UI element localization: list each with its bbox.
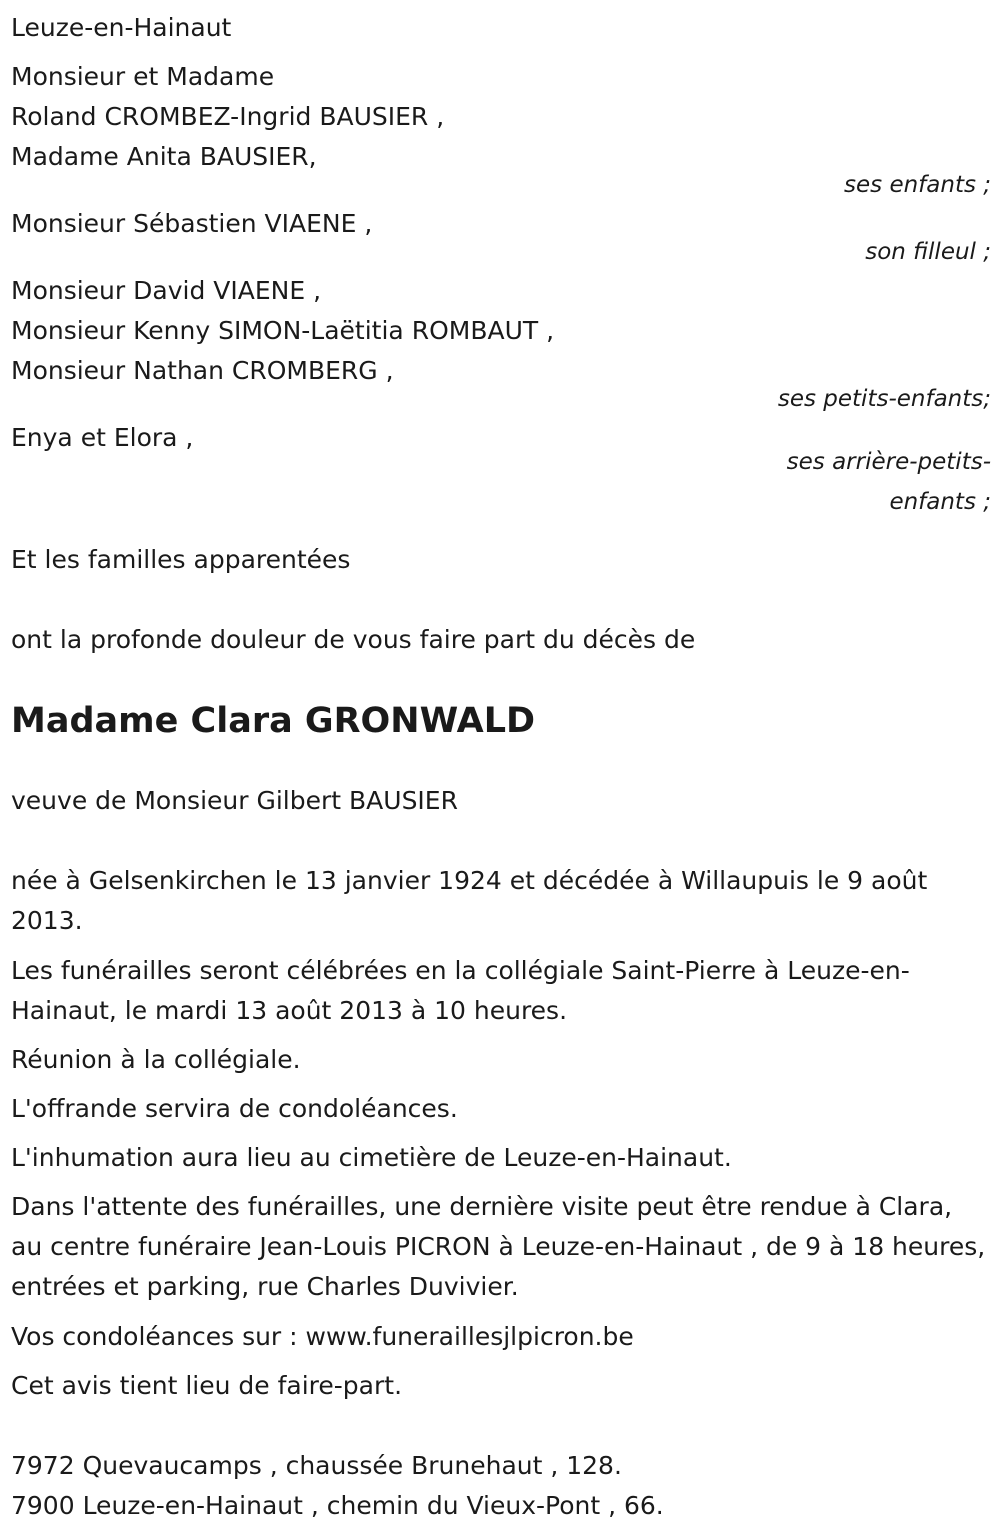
family-name-line: Monsieur Sébastien VIAENE ,	[11, 209, 373, 238]
family-name-line: Monsieur Nathan CROMBERG ,	[11, 356, 394, 385]
grandchildren-block	[11, 271, 991, 415]
offering-paragraph: L'offrande servira de condoléances.	[11, 1094, 458, 1123]
relationship-label: enfants ;	[889, 489, 991, 515]
family-name-line: Enya et Elora ,	[11, 423, 194, 452]
deceased-name: Madame Clara GRONWALD	[11, 701, 536, 741]
relationship-label: ses enfants ;	[844, 172, 991, 198]
relationship-label: ses arrière-petits-	[786, 449, 991, 475]
family-name-line: Monsieur Kenny SIMON-Laëtitia ROMBAUT ,	[11, 316, 555, 345]
gathering-paragraph: Réunion à la collégiale.	[11, 1045, 301, 1074]
family-name-line: Monsieur David VIAENE ,	[11, 276, 322, 305]
birth-death-paragraph: née à Gelsenkirchen le 13 janvier 1924 et décédée à Willaupuis le 9 août 2013.	[11, 866, 928, 935]
family-name-line: Roland CROMBEZ-Ingrid BAUSIER ,	[11, 102, 445, 131]
burial-paragraph: L'inhumation aura lieu au cimetière de Leuze-en-Hainaut.	[11, 1143, 732, 1172]
great-grandchildren-block	[11, 418, 991, 522]
family-name-line: Monsieur et Madame	[11, 62, 275, 91]
widow-of-line: veuve de Monsieur Gilbert BAUSIER	[11, 786, 458, 815]
family-name-line: Madame Anita BAUSIER,	[11, 142, 317, 171]
city-heading: Leuze-en-Hainaut	[11, 13, 232, 42]
funeral-paragraph: Les funérailles seront célébrées en la collégiale Saint-Pierre à Leuze-en-Hainaut, le mardi 13 août 2013 à 10 heures.	[11, 956, 910, 1025]
godson-block	[11, 204, 991, 268]
children-block	[11, 57, 991, 201]
condolences-paragraph: Vos condoléances sur : www.funeraillesjlpicron.be	[11, 1322, 634, 1351]
address-line: 7972 Quevaucamps , chaussée Brunehaut , 128.	[11, 1451, 622, 1480]
relationship-label: son filleul ;	[865, 239, 991, 265]
address-line: 7900 Leuze-en-Hainaut , chemin du Vieux-Pont , 66.	[11, 1491, 664, 1520]
relationship-label: ses petits-enfants;	[777, 386, 991, 412]
obituary-notice	[11, 8, 991, 1526]
families-line: Et les familles apparentées	[11, 545, 351, 574]
announcement-line: ont la profonde douleur de vous faire part du décès de	[11, 625, 696, 654]
addresses-block	[11, 1446, 991, 1526]
visit-paragraph: Dans l'attente des funérailles, une dernière visite peut être rendue à Clara, au centre funéraire Jean-Louis PICRON à Leuze-en-Hainaut , de 9 à 18 heures, entrées et parking, rue Charles Duvivier.	[11, 1192, 986, 1301]
notice-paragraph: Cet avis tient lieu de faire-part.	[11, 1371, 403, 1400]
